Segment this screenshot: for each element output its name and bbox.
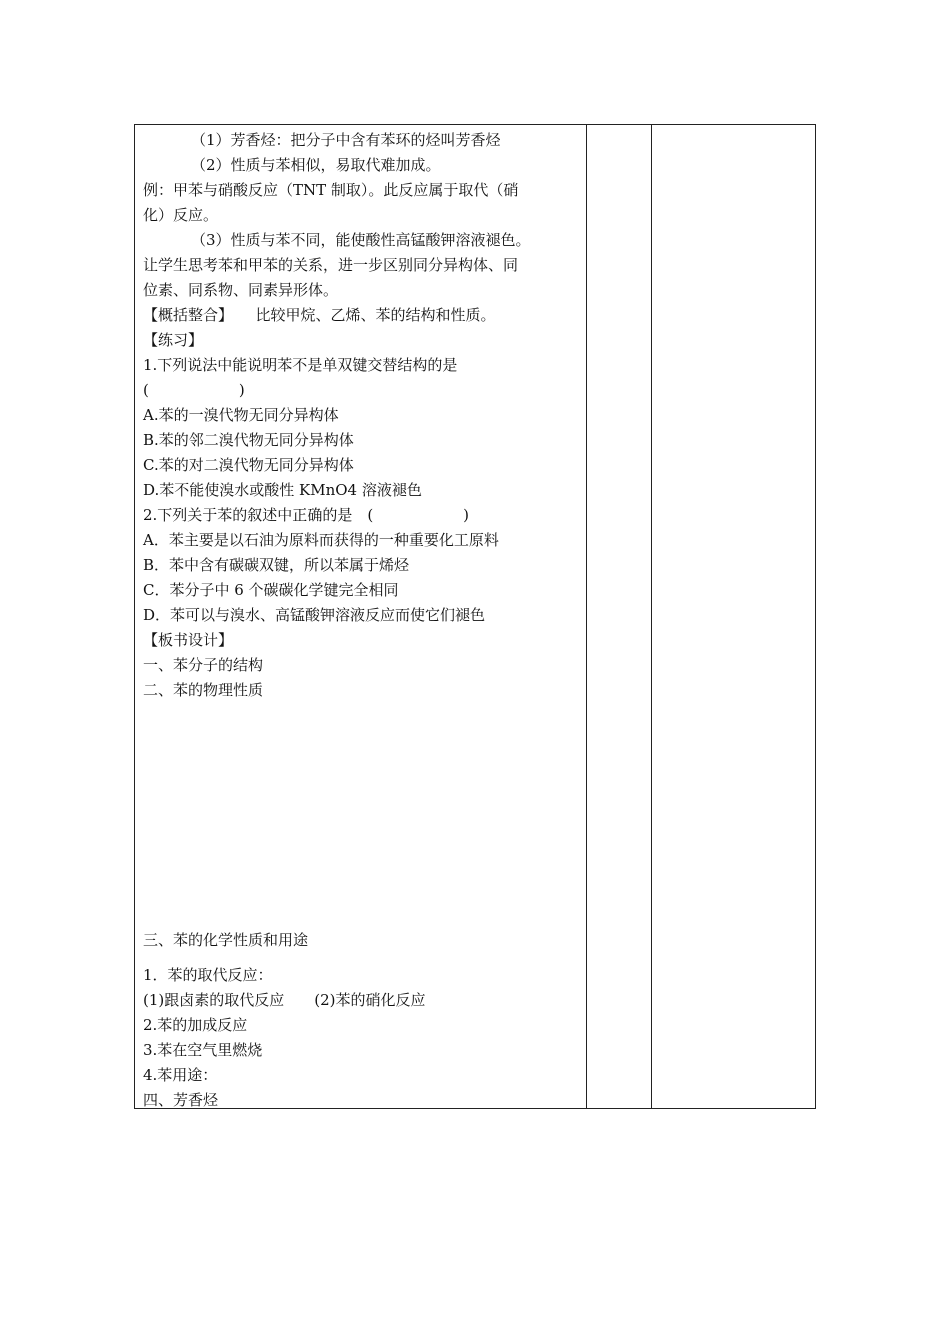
q1-option-d: D.苯不能使溴水或酸性 KMnO4 溶液褪色 (143, 481, 422, 499)
q2-option-d: D．苯可以与溴水、高锰酸钾溶液反应而使它们褪色 (143, 606, 486, 624)
usage: 4.苯用途： (143, 1066, 218, 1084)
property-different: （3）性质与苯不同，能使酸性高锰酸钾溶液褪色。 (191, 231, 531, 249)
board-design-heading: 【板书设计】 (143, 631, 234, 649)
question-2: 2.下列关于苯的叙述中正确的是 ( ) (143, 506, 470, 524)
example-line: 例：甲苯与硝酸反应（TNT 制取）。此反应属于取代（硝 (143, 181, 519, 199)
question-1: 1.下列说法中能说明苯不是单双键交替结构的是 (143, 356, 458, 374)
student-thinking: 让学生思考苯和甲苯的关系，进一步区别同分异构体、同 (143, 256, 519, 274)
reaction-1: 1．苯的取代反应： (143, 966, 273, 984)
board-item-4: 四、芳香烃 (143, 1091, 219, 1109)
column-divider-1 (586, 125, 587, 1108)
q1-option-a: A.苯的一溴代物无同分异构体 (143, 406, 339, 424)
student-thinking-cont: 位素、同系物、同素异形体。 (143, 281, 339, 299)
aromatic-definition: （1）芳香烃：把分子中含有苯环的烃叫芳香烃 (191, 131, 501, 149)
q2-option-b: B．苯中含有碳碳双键，所以苯属于烯烃 (143, 556, 410, 574)
column-divider-2 (651, 125, 652, 1108)
q1-option-b: B.苯的邻二溴代物无同分异构体 (143, 431, 354, 449)
example-line-cont: 化）反应。 (143, 206, 219, 224)
reaction-3: 3.苯在空气里燃烧 (143, 1041, 263, 1059)
q2-option-c: C．苯分子中 6 个碳碳化学键完全相同 (143, 581, 399, 599)
question-1-blank: ( ) (143, 381, 245, 399)
summary-heading: 【概括整合】 比较甲烷、乙烯、苯的结构和性质。 (143, 306, 496, 324)
board-item-3: 三、苯的化学性质和用途 (143, 931, 309, 949)
lesson-table (134, 124, 816, 1109)
q1-option-c: C.苯的对二溴代物无同分异构体 (143, 456, 354, 474)
property-similar: （2）性质与苯相似，易取代难加成。 (191, 156, 441, 174)
reaction-2: 2.苯的加成反应 (143, 1016, 248, 1034)
reaction-1-detail: (1)跟卤素的取代反应 (2)苯的硝化反应 (143, 991, 426, 1009)
board-item-1: 一、苯分子的结构 (143, 656, 264, 674)
q2-option-a: A．苯主要是以石油为原料而获得的一种重要化工原料 (143, 531, 499, 549)
board-item-2: 二、苯的物理性质 (143, 681, 264, 699)
exercise-heading: 【练习】 (143, 331, 204, 349)
